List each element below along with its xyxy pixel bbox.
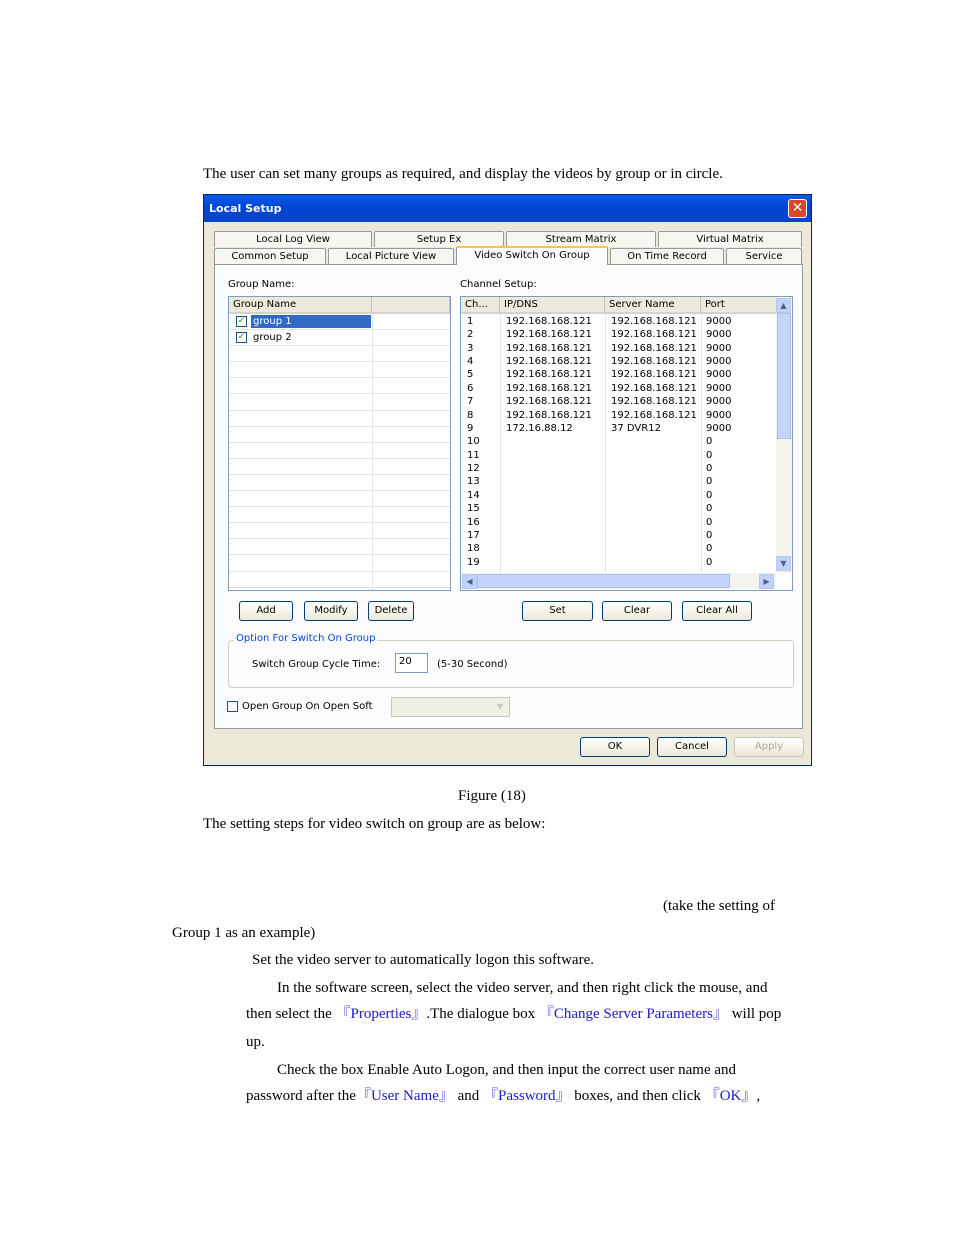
channel-row[interactable] (461, 489, 776, 502)
group-name-column-header[interactable]: Group Name (229, 297, 372, 314)
channel-ip: 192.168.168.121 (506, 316, 592, 327)
channel-port: 0 (706, 463, 713, 475)
channel-row[interactable] (461, 516, 776, 529)
channel-server-name: 37 DVR12 (611, 422, 661, 434)
channel-row[interactable] (461, 435, 776, 448)
ok-button[interactable]: OK (580, 737, 650, 757)
channel-column-divider (500, 314, 501, 573)
channel-number: 3 (467, 342, 474, 354)
channel-table[interactable] (460, 296, 793, 591)
properties-link: 『Properties』 (335, 1006, 427, 1022)
group-name: group 1 (251, 315, 371, 328)
port-column-header[interactable]: Port (701, 297, 777, 314)
channel-number: 1 (467, 316, 474, 327)
channel-port: 0 (706, 529, 713, 541)
channel-port: 0 (706, 543, 713, 555)
channel-ip: 192.168.168.121 (506, 409, 592, 421)
delete-button[interactable]: Delete (368, 601, 414, 621)
channel-ip: 192.168.168.121 (506, 369, 592, 381)
para2-line2b: and (457, 1088, 480, 1104)
para2-line2a: password after the (246, 1088, 356, 1104)
figure-caption: Figure (18) (458, 788, 526, 804)
channel-server-name: 192.168.168.121 (611, 369, 697, 381)
channel-number: 16 (467, 516, 480, 528)
tab-common-setup[interactable]: Common Setup (214, 248, 326, 264)
chevron-down-icon[interactable]: ▼ (496, 702, 504, 711)
dialog-title: Local Setup (209, 202, 282, 215)
group-row[interactable] (229, 395, 450, 411)
channel-port: 9000 (706, 342, 732, 354)
tab-local-log-view[interactable]: Local Log View (214, 231, 372, 247)
option-groupbox-title: Option For Switch On Group (236, 633, 376, 644)
group-extra-column-header[interactable] (372, 297, 450, 314)
channel-port: 9000 (706, 316, 732, 327)
group-row[interactable] (229, 523, 450, 539)
para1-line2a: then select the (246, 1006, 332, 1022)
group-name: group 2 (253, 332, 292, 344)
cancel-button[interactable]: Cancel (657, 737, 727, 757)
channel-row[interactable] (461, 409, 776, 422)
channel-ip: 172.16.88.12 (506, 422, 573, 434)
channel-port: 0 (706, 476, 713, 488)
example-part2: Group 1 as an example) (172, 925, 316, 941)
channel-port: 9000 (706, 396, 732, 408)
tab-setup-ex[interactable]: Setup Ex (374, 231, 504, 247)
channel-number: 17 (467, 529, 480, 541)
channel-number: 2 (467, 329, 474, 341)
channel-number: 14 (467, 489, 480, 501)
para2-line2 (246, 1087, 760, 1105)
user-name-link: 『User Name』 (355, 1088, 454, 1104)
local-setup-dialog (203, 194, 812, 766)
channel-server-name: 192.168.168.121 (611, 356, 697, 368)
change-server-parameters-link: 『Change Server Parameters』 (538, 1006, 728, 1022)
group-name-label: Group Name: (228, 279, 295, 290)
channel-horizontal-scrollbar[interactable] (461, 573, 776, 589)
channel-port: 0 (706, 516, 713, 528)
channel-number: 8 (467, 409, 474, 421)
channel-column-header[interactable]: Ch... (461, 297, 500, 314)
para1-line2b: .The dialogue box (426, 1006, 536, 1022)
channel-number: 5 (467, 369, 474, 381)
channel-server-name: 192.168.168.121 (611, 409, 697, 421)
channel-number: 9 (467, 422, 474, 434)
channel-number: 15 (467, 503, 480, 515)
vertical-scroll-thumb[interactable] (777, 313, 791, 439)
dialog-titlebar[interactable] (204, 195, 811, 222)
tab-video-switch-on-group[interactable]: Video Switch On Group (456, 246, 608, 265)
channel-row[interactable] (461, 328, 776, 341)
tab-local-picture-view[interactable]: Local Picture View (328, 248, 454, 264)
channel-row[interactable] (461, 382, 776, 395)
channel-row[interactable] (461, 355, 776, 368)
step1-text: Set the video server to automatically logon this software. (252, 952, 594, 968)
group-row[interactable] (229, 346, 450, 362)
horizontal-scroll-thumb[interactable] (477, 574, 730, 588)
server-name-column-header[interactable]: Server Name (605, 297, 701, 314)
para2-line1: Check the box Enable Auto Logon, and then input the correct user name and (277, 1062, 737, 1078)
group-row[interactable] (229, 443, 450, 459)
group-column-divider (372, 314, 373, 590)
channel-number: 19 (467, 556, 480, 568)
cycle-time-input[interactable]: 20 (395, 653, 428, 673)
example-part1: (take the setting of (663, 898, 776, 914)
open-group-select[interactable] (391, 697, 510, 717)
channel-port: 0 (706, 449, 713, 461)
channel-port: 9000 (706, 382, 732, 394)
open-group-label: Open Group On Open Soft (242, 701, 373, 712)
channel-port: 0 (706, 436, 713, 448)
channel-port: 0 (706, 503, 713, 515)
channel-row[interactable] (461, 422, 776, 435)
channel-number: 6 (467, 382, 474, 394)
channel-row[interactable] (461, 368, 776, 381)
apply-button[interactable]: Apply (734, 737, 804, 757)
steps-intro: The setting steps for video switch on group are as below: (203, 816, 546, 832)
close-icon[interactable]: ✕ (788, 199, 807, 218)
channel-port: 0 (706, 556, 713, 568)
channel-server-name: 192.168.168.121 (611, 329, 697, 341)
add-button[interactable]: Add (239, 601, 293, 621)
set-button[interactable]: Set (522, 601, 593, 621)
group-checkbox[interactable]: ✓ (237, 316, 246, 326)
group-row[interactable] (229, 411, 450, 427)
channel-number: 7 (467, 396, 474, 408)
tab-stream-matrix[interactable]: Stream Matrix (506, 231, 656, 247)
cycle-time-range: (5-30 Second) (437, 659, 508, 670)
para1-line3: up. (246, 1034, 265, 1050)
para1-line2c: will pop (731, 1006, 782, 1022)
scroll-up-icon[interactable]: ▲ (776, 298, 791, 313)
para1-line2 (246, 1005, 781, 1023)
channel-row[interactable] (461, 529, 776, 542)
channel-server-name: 192.168.168.121 (611, 316, 697, 327)
channel-setup-label: Channel Setup: (460, 279, 537, 290)
modify-button[interactable]: Modify (304, 601, 358, 621)
clear-all-button[interactable]: Clear All (682, 601, 752, 621)
group-row[interactable] (229, 314, 450, 330)
tab-virtual-matrix[interactable]: Virtual Matrix (658, 231, 802, 247)
para1-line1: In the software screen, select the video server, and then right click the mouse, and (277, 980, 768, 996)
intro-text: The user can set many groups as required, and display the videos by group or in circle. (203, 166, 723, 182)
channel-row[interactable] (461, 395, 776, 408)
channel-port: 9000 (706, 409, 732, 421)
group-row[interactable] (229, 475, 450, 491)
tab-service[interactable]: Service (726, 248, 802, 264)
group-row[interactable] (229, 459, 450, 475)
scroll-down-icon[interactable]: ▼ (776, 556, 791, 571)
channel-row[interactable] (461, 462, 776, 475)
group-row[interactable] (229, 572, 450, 588)
channel-ip: 192.168.168.121 (506, 342, 592, 354)
channel-vertical-scrollbar[interactable] (776, 297, 792, 573)
channel-number: 4 (467, 356, 474, 368)
group-row[interactable] (229, 427, 450, 443)
scroll-left-icon[interactable]: ◀ (462, 574, 477, 589)
group-row[interactable] (229, 362, 450, 378)
channel-row[interactable] (461, 315, 776, 328)
channel-row[interactable] (461, 342, 776, 355)
channel-ip: 192.168.168.121 (506, 356, 592, 368)
ok-link: 『OK』 (704, 1088, 757, 1104)
channel-port: 0 (706, 489, 713, 501)
channel-server-name: 192.168.168.121 (611, 382, 697, 394)
channel-server-name: 192.168.168.121 (611, 396, 697, 408)
ipdns-column-header[interactable]: IP/DNS (500, 297, 605, 314)
channel-port: 9000 (706, 329, 732, 341)
channel-row[interactable] (461, 502, 776, 515)
group-row[interactable] (229, 491, 450, 507)
channel-ip: 192.168.168.121 (506, 396, 592, 408)
group-list[interactable] (228, 296, 451, 591)
group-row[interactable] (229, 539, 450, 555)
para2-line2c: boxes, and then click (574, 1088, 701, 1104)
group-checkbox[interactable]: ✓ (237, 332, 246, 343)
group-row[interactable] (229, 330, 450, 346)
channel-server-name: 192.168.168.121 (611, 342, 697, 354)
open-group-checkbox[interactable] (227, 701, 238, 712)
cycle-time-label: Switch Group Cycle Time: (252, 659, 381, 670)
tab-on-time-record[interactable]: On Time Record (610, 248, 724, 264)
channel-row[interactable] (461, 449, 776, 462)
channel-number: 18 (467, 543, 480, 555)
channel-port: 9000 (706, 422, 732, 434)
channel-port: 9000 (706, 356, 732, 368)
group-row[interactable] (229, 378, 450, 394)
channel-number: 13 (467, 476, 480, 488)
para2-line2d: , (756, 1088, 761, 1104)
scroll-right-icon[interactable]: ▶ (759, 574, 774, 589)
group-row[interactable] (229, 556, 450, 572)
group-row[interactable] (229, 507, 450, 523)
password-link: 『Password』 (483, 1088, 571, 1104)
channel-column-divider (701, 314, 702, 573)
channel-port: 9000 (706, 369, 732, 381)
channel-row[interactable] (461, 475, 776, 488)
channel-ip: 192.168.168.121 (506, 329, 592, 341)
tab-panel (214, 264, 803, 729)
channel-ip: 192.168.168.121 (506, 382, 592, 394)
channel-number: 11 (467, 449, 480, 461)
channel-row[interactable] (461, 556, 776, 569)
clear-button[interactable]: Clear (602, 601, 672, 621)
channel-number: 12 (467, 463, 480, 475)
channel-row[interactable] (461, 542, 776, 555)
channel-number: 10 (467, 436, 480, 448)
channel-column-divider (605, 314, 606, 573)
